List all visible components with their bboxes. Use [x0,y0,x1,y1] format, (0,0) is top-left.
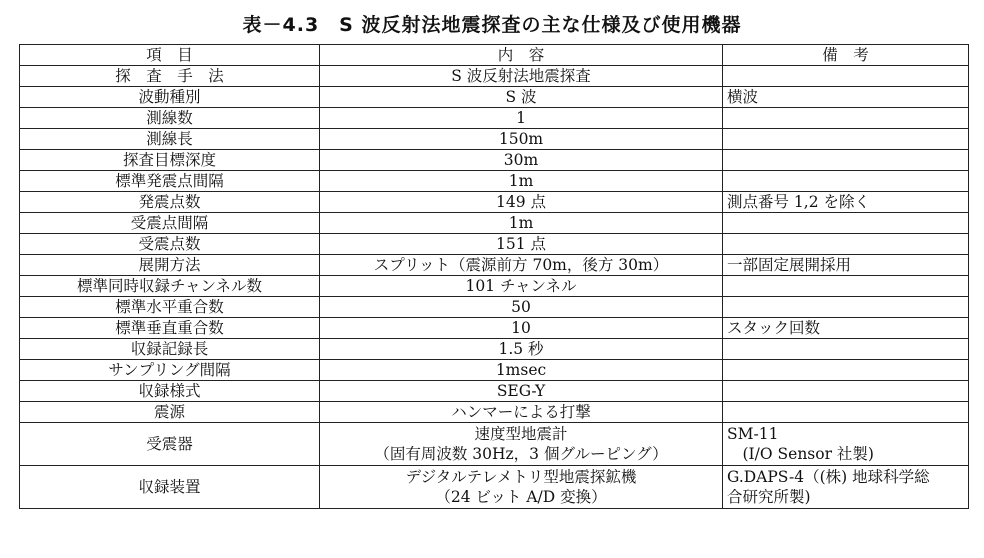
table-row [20,297,969,318]
row-note [723,108,969,129]
table-title: 表－4.3 S 波反射法地震探査の主な仕様及び使用機器 [242,14,742,36]
row-note-line: (I/O Sensor 社製) [727,445,874,463]
table-row [20,192,969,213]
table-row [20,466,969,509]
table-row [20,66,969,87]
row-content: 1m [320,213,723,234]
row-item: 展開方法 [20,255,320,276]
row-content [320,466,723,509]
header-note: 備 考 [723,45,969,66]
table-row [20,234,969,255]
row-note [723,213,969,234]
row-content-line: デジタルテレメトリ型地震探鉱機 [405,468,637,486]
table-row [20,171,969,192]
row-item: 収録様式 [20,381,320,402]
row-note [723,129,969,150]
row-content-line: （24 ビット A/D 変換） [435,488,607,506]
row-item: 測線長 [20,129,320,150]
row-item: 測線数 [20,108,320,129]
table-row [20,402,969,423]
header-content: 内 容 [320,45,723,66]
table-row [20,213,969,234]
row-note [723,466,969,509]
row-note [723,297,969,318]
row-note [723,381,969,402]
row-content [320,423,723,466]
row-content: 150m [320,129,723,150]
row-note [723,66,969,87]
row-content: 149 点 [320,192,723,213]
row-note [723,402,969,423]
row-item: 標準同時収録チャンネル数 [20,276,320,297]
row-content: 50 [320,297,723,318]
table-header-row [20,45,969,66]
table-row [20,150,969,171]
table-row [20,129,969,150]
row-item: サンプリング間隔 [20,360,320,381]
table-row [20,318,969,339]
row-item: 波動種別 [20,87,320,108]
row-content: S 波 [320,87,723,108]
row-note [723,171,969,192]
row-note-line: SM-11 [727,425,779,443]
row-content: 1m [320,171,723,192]
row-content: S 波反射法地震探査 [320,66,723,87]
row-item: 標準発震点間隔 [20,171,320,192]
row-item: 探 査 手 法 [20,66,320,87]
row-content: スプリット（震源前方 70m，後方 30m） [320,255,723,276]
table-row [20,423,969,466]
row-content: 1.5 秒 [320,339,723,360]
row-note [723,360,969,381]
row-item: 標準垂直重合数 [20,318,320,339]
row-note: 一部固定展開採用 [723,255,969,276]
row-note [723,423,969,466]
row-note [723,276,969,297]
table-row [20,381,969,402]
row-note [723,234,969,255]
table-row [20,255,969,276]
row-note: 測点番号 1,2 を除く [723,192,969,213]
table-row [20,87,969,108]
row-item: 受震点数 [20,234,320,255]
row-note-line: 合研究所製) [727,488,811,506]
row-item: 受震器 [20,423,320,466]
row-note: スタック回数 [723,318,969,339]
row-content: SEG-Y [320,381,723,402]
row-content: 1 [320,108,723,129]
row-item: 収録記録長 [20,339,320,360]
row-item: 標準水平重合数 [20,297,320,318]
table-row [20,339,969,360]
row-content-line: （固有周波数 30Hz，3 個グルーピング） [374,445,668,463]
row-item: 収録装置 [20,466,320,509]
row-content: 101 チャンネル [320,276,723,297]
row-note: 横波 [723,87,969,108]
row-content: 30m [320,150,723,171]
row-item: 震源 [20,402,320,423]
row-content: 151 点 [320,234,723,255]
row-item: 発震点数 [20,192,320,213]
table-row [20,360,969,381]
table-row [20,276,969,297]
row-content: 1msec [320,360,723,381]
row-content: ハンマーによる打撃 [320,402,723,423]
row-content: 10 [320,318,723,339]
table-row [20,108,969,129]
row-item: 探査目標深度 [20,150,320,171]
row-note [723,150,969,171]
header-item: 項 目 [20,45,320,66]
row-note [723,339,969,360]
row-item: 受震点間隔 [20,213,320,234]
spec-table [19,44,969,509]
row-note-line: G.DAPS-4（(株) 地球科学総 [727,468,930,486]
row-content-line: 速度型地震計 [474,425,568,443]
